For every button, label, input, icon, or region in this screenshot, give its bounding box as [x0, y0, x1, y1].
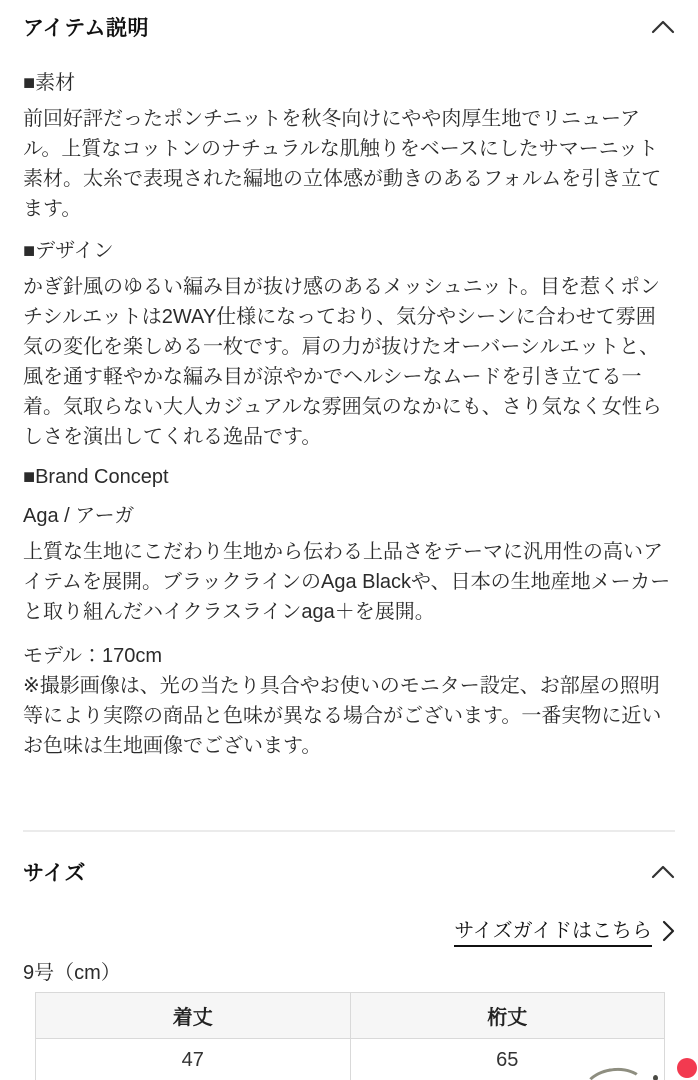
size-table-header-row — [36, 993, 665, 1039]
notification-badge[interactable] — [677, 1058, 697, 1078]
chevron-right-icon — [662, 920, 675, 942]
photo-disclaimer-text: ※撮影画像は、光の当たり具合やお使いのモニター設定、お部屋の照明等により実際の商品と色味が異なる場合がございます。一番実物に近いお色味は生地画像でございます。 — [23, 675, 662, 757]
size-table-header-sleeve: 桁丈 — [350, 993, 665, 1039]
size-table — [35, 992, 665, 1080]
chevron-up-icon — [651, 20, 675, 34]
size-table-header-length: 着丈 — [36, 993, 351, 1039]
brand-concept-text: 上質な生地にこだわり生地から伝わる上品さをテーマに汎用性の高いアイテムを展開。ブラックラインのAga Blackや、日本の生地産地メーカーと取り組んだハイクラスラインaga＋を展開。 — [23, 541, 671, 623]
size-table-value-sleeve: 65 — [350, 1039, 665, 1080]
item-description-title: アイテム説明 — [23, 17, 150, 40]
material-label: ■素材 — [23, 72, 76, 94]
size-table-value-row — [36, 1039, 665, 1080]
size-guide-link[interactable]: サイズガイドはこちら — [454, 914, 652, 947]
brand-concept-label: ■Brand Concept — [23, 466, 169, 488]
size-table-value-length: 47 — [36, 1039, 351, 1080]
model-height-line: モデル：170cm — [23, 645, 163, 667]
design-text: かぎ針風のゆるい編み目が抜け感のあるメッシュニット。目を惹くポンチシルエットは2WAY仕様になっており、気分やシーンに合わせて雰囲気の変化を楽しめる一枚です。肩の力が抜けたオーバーシルエットと、風を通す軽やかな編み目が涼やかでヘルシーなムードを引き立てる一着。気取らない大人カジュアルな雰囲気のなかにも、さり気なく女性らしさを演出してくれる逸品です。 — [23, 276, 662, 448]
floating-mascot-button[interactable] — [580, 1064, 690, 1080]
material-text: 前回好評だったポンチニットを秋冬向けにやや肉厚生地でリニューアル。上質なコットンのナチュラルな肌触りをベースにしたサマーニット素材。太糸で表現された編地の立体感が動きのあるフォルムを引き立てます。 — [23, 108, 662, 220]
design-label: ■デザイン — [23, 240, 114, 262]
size-section-title: サイズ — [23, 862, 86, 885]
chevron-up-icon — [651, 865, 675, 879]
item-description-accordion-header[interactable] — [23, 10, 675, 44]
size-guide-row — [23, 914, 675, 947]
item-description-content — [23, 68, 675, 761]
size-accordion-header[interactable] — [23, 858, 675, 886]
mascot-outline-arc — [581, 1065, 649, 1080]
size-section — [23, 830, 675, 1080]
brand-name: Aga / アーガ — [23, 505, 135, 527]
mascot-dot — [653, 1075, 658, 1080]
size-unit-label: 9号（cm） — [23, 962, 121, 984]
